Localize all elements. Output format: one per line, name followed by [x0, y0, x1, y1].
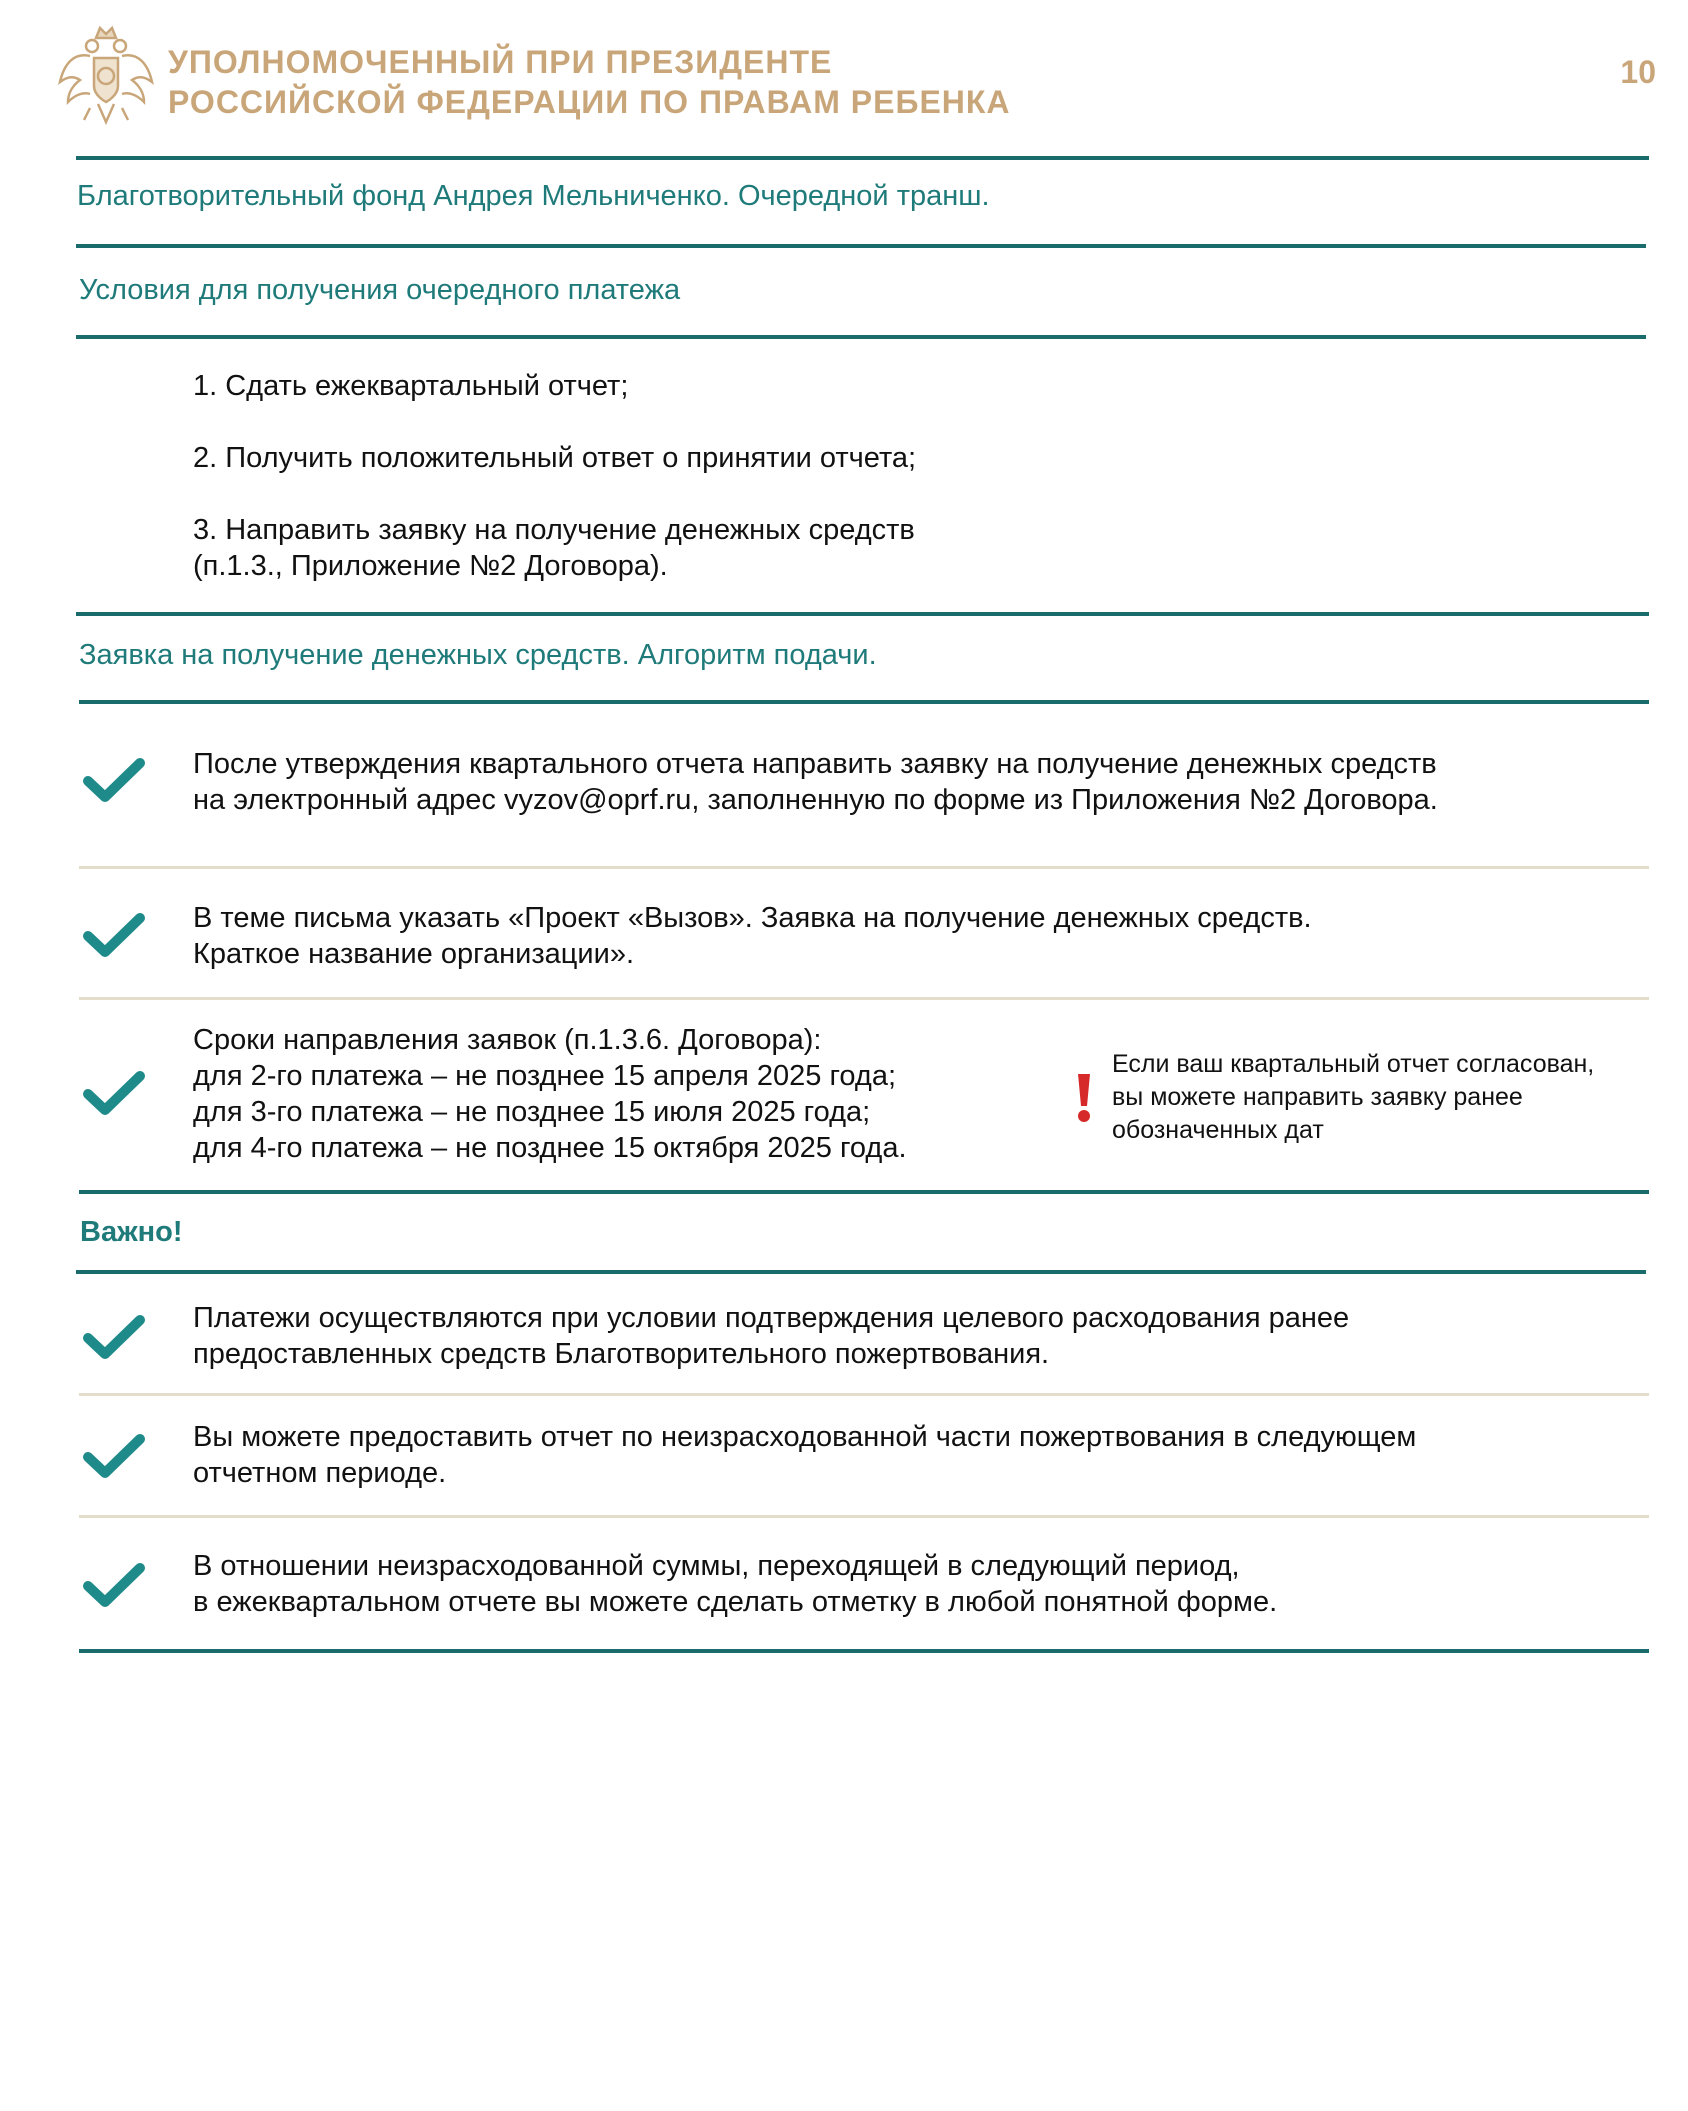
organization-title-line1: УПОЛНОМОЧЕННЫЙ ПРИ ПРЕЗИДЕНТЕ [168, 44, 833, 80]
divider [76, 156, 1649, 160]
important-item-2-line1: Вы можете предоставить отчет по неизрасходованной части пожертвования в следующем [193, 1421, 1417, 1453]
early-submission-note [1112, 1048, 1594, 1147]
step-2-line2: Краткое название организации». [193, 938, 635, 970]
important-heading: Важно! [80, 1216, 183, 1248]
important-item-3-line2: в ежеквартальном отчете вы можете сделать отметку в любой понятной форме. [193, 1586, 1278, 1618]
step-3-line2: для 2-го платежа – не позднее 15 апреля 2025 года; [193, 1060, 897, 1092]
important-item-1-line2: предоставленных средств Благотворительного пожертвования. [193, 1338, 1050, 1370]
important-item-2-line2: отчетном периоде. [193, 1457, 447, 1489]
step-3-line1: Сроки направления заявок (п.1.3.6. Договора): [193, 1024, 822, 1056]
divider [76, 244, 1646, 248]
step-1-line2: на электронный адрес vyzov@oprf.ru, заполненную по форме из Приложения №2 Договора. [193, 784, 1438, 816]
step-1-line1: После утверждения квартального отчета направить заявку на получение денежных средств [193, 748, 1437, 780]
checkmark-icon [83, 1562, 145, 1610]
fund-title: Благотворительный фонд Андрея Мельниченко. Очередной транш. [77, 180, 990, 212]
organization-title [168, 42, 1011, 122]
algorithm-heading: Заявка на получение денежных средств. Алгоритм подачи. [79, 639, 877, 671]
checkmark-icon [83, 1433, 145, 1481]
divider-light [79, 866, 1649, 869]
divider-light [79, 997, 1649, 1000]
divider [79, 700, 1649, 704]
divider [76, 1270, 1646, 1274]
divider [76, 612, 1649, 616]
important-item-3 [193, 1548, 1277, 1620]
divider-light [79, 1393, 1649, 1396]
organization-title-line2: РОССИЙСКОЙ ФЕДЕРАЦИИ ПО ПРАВАМ РЕБЕНКА [168, 84, 1011, 120]
condition-item-1: 1. Сдать ежеквартальный отчет; [193, 370, 629, 402]
checkmark-icon [83, 1314, 145, 1362]
condition-item-2: 2. Получить положительный ответ о принятии отчета; [193, 442, 917, 474]
checkmark-icon [83, 912, 145, 960]
note-line2: вы можете направить заявку ранее [1112, 1083, 1523, 1111]
divider-light [79, 1515, 1649, 1518]
important-item-3-line1: В отношении неизрасходованной суммы, переходящей в следующий период, [193, 1550, 1240, 1582]
divider [79, 1190, 1649, 1194]
important-item-2 [193, 1419, 1416, 1491]
page-number: 10 [1620, 54, 1656, 90]
step-3-line4: для 4-го платежа – не позднее 15 октября 2025 года. [193, 1132, 907, 1164]
divider [79, 1649, 1649, 1653]
eagle-emblem-icon [56, 24, 156, 128]
algorithm-step-3 [193, 1022, 907, 1166]
note-line3: обозначенных дат [1112, 1116, 1324, 1144]
algorithm-step-2 [193, 900, 1312, 972]
checkmark-icon [83, 757, 145, 805]
conditions-heading: Условия для получения очередного платежа [79, 274, 681, 306]
exclamation-icon [1072, 1072, 1096, 1124]
step-3-line3: для 3-го платежа – не позднее 15 июля 2025 года; [193, 1096, 871, 1128]
condition-item-3: 3. Направить заявку на получение денежных средств [193, 514, 915, 546]
checkmark-icon [83, 1070, 145, 1118]
note-line1: Если ваш квартальный отчет согласован, [1112, 1050, 1595, 1078]
condition-item-3-ref: (п.1.3., Приложение №2 Договора). [193, 550, 668, 582]
divider [76, 335, 1646, 339]
step-2-line1: В теме письма указать «Проект «Вызов». Заявка на получение денежных средств. [193, 902, 1312, 934]
important-item-1 [193, 1300, 1349, 1372]
algorithm-step-1 [193, 746, 1438, 818]
important-item-1-line1: Платежи осуществляются при условии подтверждения целевого расходования ранее [193, 1302, 1350, 1334]
